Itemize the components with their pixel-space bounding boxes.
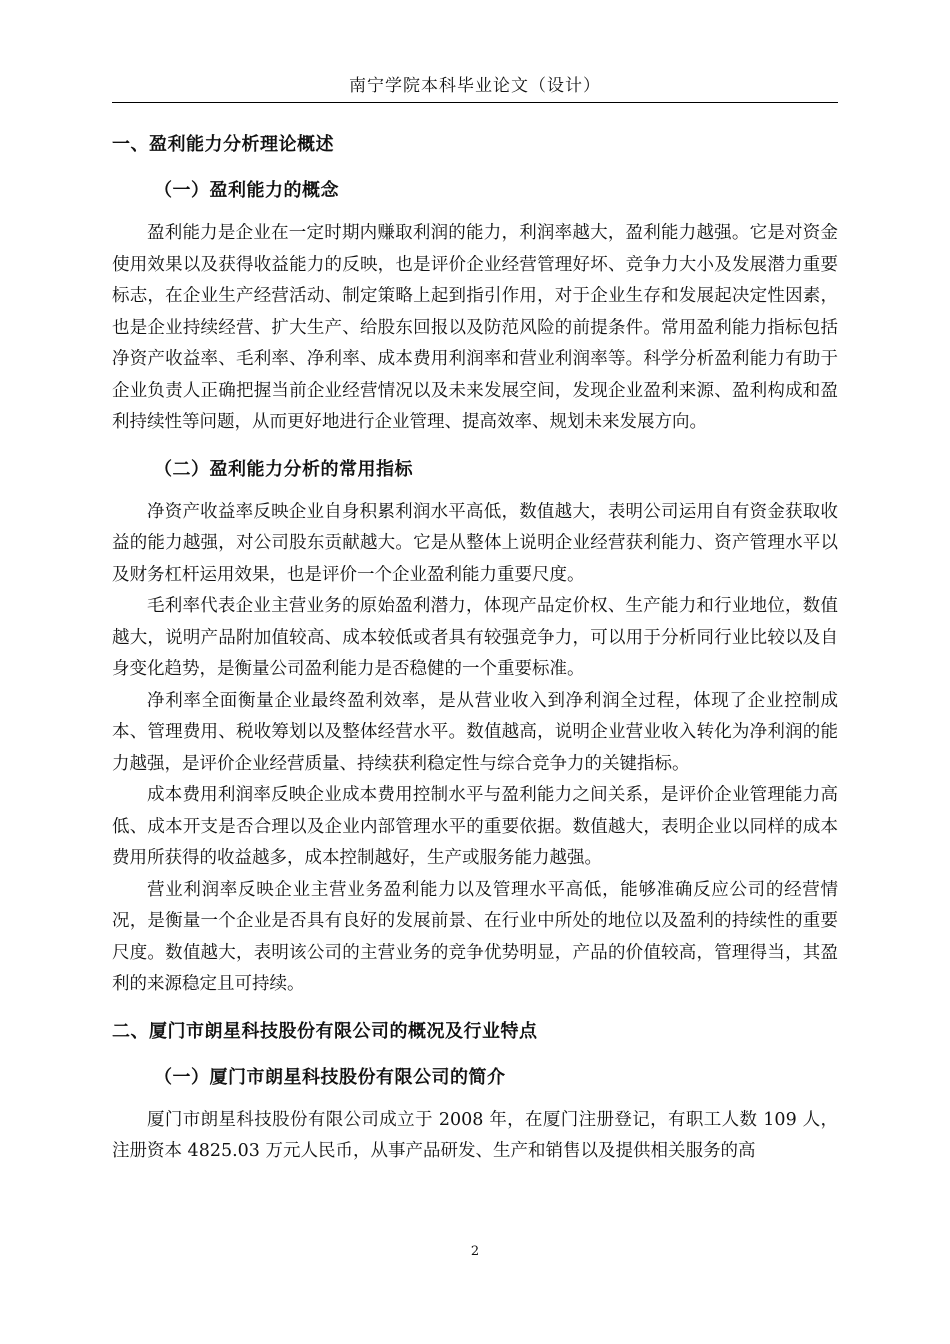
paragraph-net-margin: 净利率全面衡量企业最终盈利效率，是从营业收入到净利润全过程，体现了企业控制成本、管理费用、税收筹划以及整体经营水平。数值越高，说明企业营业收入转化为净利润的能力越强，是评价企业经营质量、持续获利稳定性与综合竞争力的关键指标。 xyxy=(112,690,838,774)
section-heading-1: 一、盈利能力分析理论概述 xyxy=(112,134,334,155)
document-body xyxy=(112,128,838,1168)
page-number: 2 xyxy=(470,1244,480,1259)
header-title: 南宁学院本科毕业论文（设计） xyxy=(349,76,601,96)
page-header xyxy=(112,70,838,103)
section-heading-2: 二、厦门市朗星科技股份有限公司的概况及行业特点 xyxy=(112,1020,538,1042)
paragraph-roe: 净资产收益率反映企业自身积累利润水平高低，数值越大，表明公司运用自有资金获取收益的能力越强，对公司股东贡献越大。它是从整体上说明企业经营获利能力、资产管理水平以及财务杠杆运用效果，也是评价一个企业盈利能力重要尺度。 xyxy=(112,501,838,585)
subsection-heading-2-1: （一）厦门市朗星科技股份有限公司的简介 xyxy=(154,1066,506,1088)
paragraph-operating-margin: 营业利润率反映企业主营业务盈利能力以及管理水平高低，能够准确反应公司的经营情况，是衡量一个企业是否具有良好的发展前景、在行业中所处的地位以及盈利的持续性的重要尺度。数值越大，表明该公司的主营业务的竞争优势明显，产品的价值较高，管理得当，其盈利的来源稳定且可持续。 xyxy=(112,879,838,994)
paragraph-profitability-concept: 盈利能力是企业在一定时期内赚取利润的能力，利润率越大，盈利能力越强。它是对资金使用效果以及获得收益能力的反映，也是评价企业经营管理好坏、竞争力大小及发展潜力重要标志，在企业生产经营活动、制定策略上起到指引作用，对于企业生存和发展起决定性因素，也是企业持续经营、扩大生产、给股东回报以及防范风险的前提条件。常用盈利能力指标包括净资产收益率、毛利率、净利率、成本费用利润率和营业利润率等。科学分析盈利能力有助于企业负责人正确把握当前企业经营情况以及未来发展空间，发现企业盈利来源、盈利构成和盈利持续性等问题，从而更好地进行企业管理、提高效率、规划未来发展方向。 xyxy=(112,223,838,432)
subsection-heading-1-2: （二）盈利能力分析的常用指标 xyxy=(154,458,413,480)
subsection-heading-1-1: （一）盈利能力的概念 xyxy=(154,180,339,201)
paragraph-cost-profit-ratio: 成本费用利润率反映企业成本费用控制水平与盈利能力之间关系，是评价企业管理能力高低、成本开支是否合理以及企业内部管理水平的重要依据。数值越大，表明企业以同样的成本费用所获得的收益越多，成本控制越好，生产或服务能力越强。 xyxy=(112,785,838,868)
paragraph-gross-margin: 毛利率代表企业主营业务的原始盈利潜力，体现产品定价权、生产能力和行业地位，数值越大，说明产品附加值较高、成本较低或者具有较强竞争力，可以用于分析同行业比较以及自身变化趋势，是衡量公司盈利能力是否稳健的一个重要标准。 xyxy=(112,596,838,679)
paragraph-company-intro: 厦门市朗星科技股份有限公司成立于 2008 年，在厦门注册登记，有职工人数 109 人，注册资本 4825.03 万元人民币，从事产品研发、生产和销售以及提供相关服务的高 xyxy=(112,1109,838,1161)
